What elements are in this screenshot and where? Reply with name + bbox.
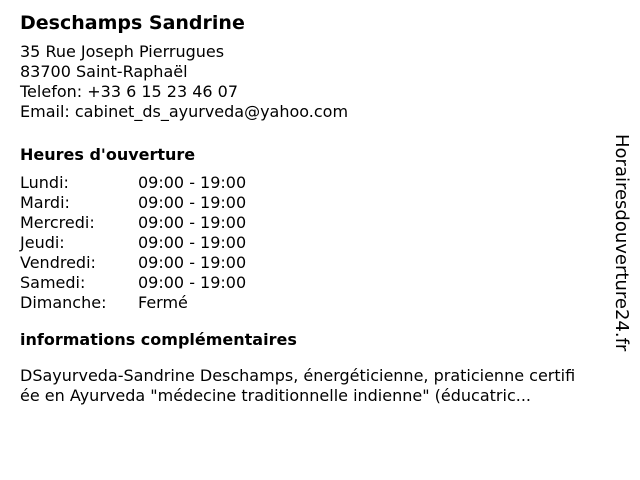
hours-day: Jeudi: [20,233,65,252]
hours-time: 09:00 - 19:00 [138,193,247,212]
business-name: Deschamps Sandrine [20,12,245,34]
hours-day: Dimanche: [20,293,107,312]
hours-row-dimanche [20,293,610,313]
hours-row-jeudi [20,233,610,253]
hours-row-vendredi [20,253,610,273]
hours-table [20,173,610,313]
hours-day: Lundi: [20,173,69,192]
hours-time: 09:00 - 19:00 [138,213,247,232]
hours-row-mercredi [20,213,610,233]
description-line-1: DSayurveda-Sandrine Deschamps, énergéticienne, praticienne certifi [20,366,576,385]
info-heading: informations complémentaires [20,330,297,349]
hours-day: Mercredi: [20,213,95,232]
address-line-city: 83700 Saint-Raphaël [20,62,188,81]
hours-day: Samedi: [20,273,86,292]
business-card [20,10,610,406]
address-line-street: 35 Rue Joseph Pierrugues [20,42,225,61]
phone-line: Telefon: +33 6 15 23 46 07 [20,82,239,101]
hours-time: 09:00 - 19:00 [138,253,247,272]
email-line: Email: cabinet_ds_ayurveda@yahoo.com [20,102,349,121]
hours-time: 09:00 - 19:00 [138,233,247,252]
hours-row-samedi [20,273,610,293]
hours-time: 09:00 - 19:00 [138,173,247,192]
hours-heading: Heures d'ouverture [20,145,196,164]
contact-block [20,42,610,122]
brand-watermark: Horairesdouverture24.fr [611,134,632,352]
hours-day: Vendredi: [20,253,96,272]
hours-time: 09:00 - 19:00 [138,273,247,292]
description-line-2: ée en Ayurveda "médecine traditionnelle indienne" (éducatric... [20,386,531,405]
hours-row-mardi [20,193,610,213]
hours-time: Fermé [138,293,188,312]
hours-day: Mardi: [20,193,70,212]
hours-row-lundi [20,173,610,193]
description [20,366,634,406]
